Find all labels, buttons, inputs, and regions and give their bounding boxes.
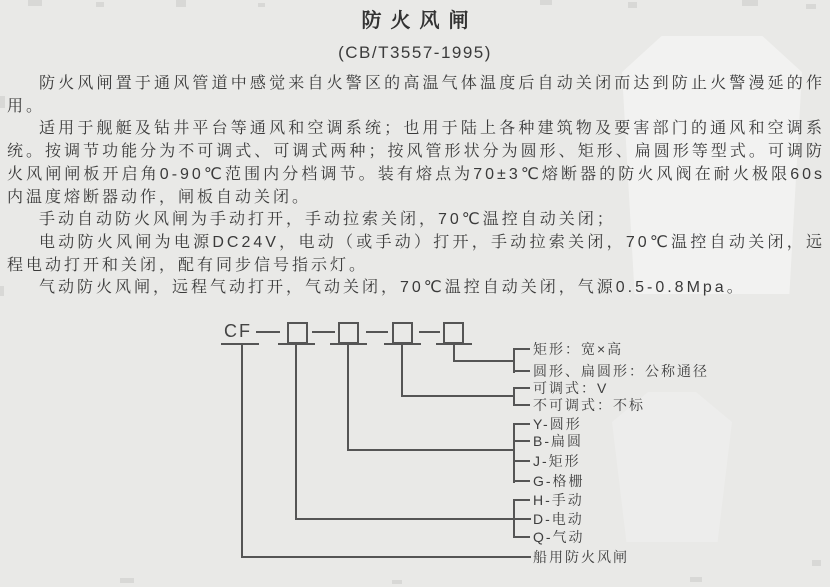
code-box-3 xyxy=(392,322,413,344)
paragraph-overview: 防火风闸置于通风管道中感觉来自火警区的高温气体温度后自动关闭而达到防止火警漫延的作用。 xyxy=(7,75,825,115)
diagram-label: G-格栅 xyxy=(533,473,585,489)
connector-line xyxy=(401,395,515,397)
diagram-label: 不可调式：不标 xyxy=(533,397,645,413)
connector-line xyxy=(513,387,515,406)
connector-line xyxy=(347,344,349,451)
connector-line xyxy=(453,344,455,362)
standard-number: (CB/T3557-1995) xyxy=(338,43,492,62)
code-box-1 xyxy=(287,322,308,344)
code-dash xyxy=(312,331,335,333)
paragraph-electric: 电动防火风闸为电源DC24V，电动（或手动）打开，手动拉索关闭，70℃温控自动关闭，远程电动打开和关闭，配有同步信号指示灯。 xyxy=(7,233,825,274)
connector-line xyxy=(330,343,367,345)
diagram-label: 矩形：宽×高 xyxy=(533,341,624,357)
connector-line xyxy=(436,343,472,345)
watermark-shape xyxy=(612,392,732,542)
connector-line xyxy=(513,348,515,373)
body-text xyxy=(7,73,825,300)
diagram-label: Y-圆形 xyxy=(533,416,582,432)
diagram-label: D-电动 xyxy=(533,511,584,527)
diagram-label: H-手动 xyxy=(533,492,584,508)
diagram-label: J-矩形 xyxy=(533,453,581,469)
code-box-2 xyxy=(338,322,359,344)
connector-line xyxy=(241,344,243,558)
diagram-label: Q-气动 xyxy=(533,529,585,545)
connector-line xyxy=(347,449,515,451)
diagram-label: 可调式：V xyxy=(533,380,609,396)
diagram-label: 圆形、扁圆形：公称通径 xyxy=(533,363,709,379)
document-header xyxy=(0,4,830,63)
connector-line xyxy=(241,556,531,558)
paragraph-manual: 手动自动防火风闸为手动打开，手动拉索关闭，70℃温控自动关闭； xyxy=(39,211,616,229)
connector-line xyxy=(295,518,531,520)
connector-line xyxy=(384,343,421,345)
connector-line xyxy=(278,343,315,345)
code-dash xyxy=(366,331,388,333)
diagram-label: 船用防火风闸 xyxy=(533,549,629,565)
connector-line xyxy=(513,499,515,538)
connector-line xyxy=(401,344,403,397)
code-dash xyxy=(419,331,440,333)
page-title: 防火风闸 xyxy=(361,10,478,32)
code-box-4 xyxy=(443,322,464,344)
paragraph-application: 适用于舰艇及钻井平台等通风和空调系统；也用于陆上各种建筑物及要害部门的通风和空调系统。按调节功能分为不可调式、可调式两种；按风管形状分为圆形、矩形、扁圆形等型式。可调防火风闸闸板开启角0-90℃范围内分档调节。装有熔点为70±3℃熔断器的防火风阀在耐火极限60s内温度熔断器动作，闸板自动关闭。 xyxy=(7,120,825,206)
diagram-label: B-扁圆 xyxy=(533,433,583,449)
code-dash xyxy=(256,331,280,333)
connector-line xyxy=(453,360,515,362)
code-prefix: CF xyxy=(224,321,252,341)
connector-line xyxy=(295,344,297,520)
connector-line xyxy=(513,423,515,483)
paragraph-pneumatic: 气动防火风闸，远程气动打开，气动关闭，70℃温控自动关闭，气源0.5-0.8Mpa。 xyxy=(39,279,746,297)
connector-line xyxy=(221,343,259,345)
